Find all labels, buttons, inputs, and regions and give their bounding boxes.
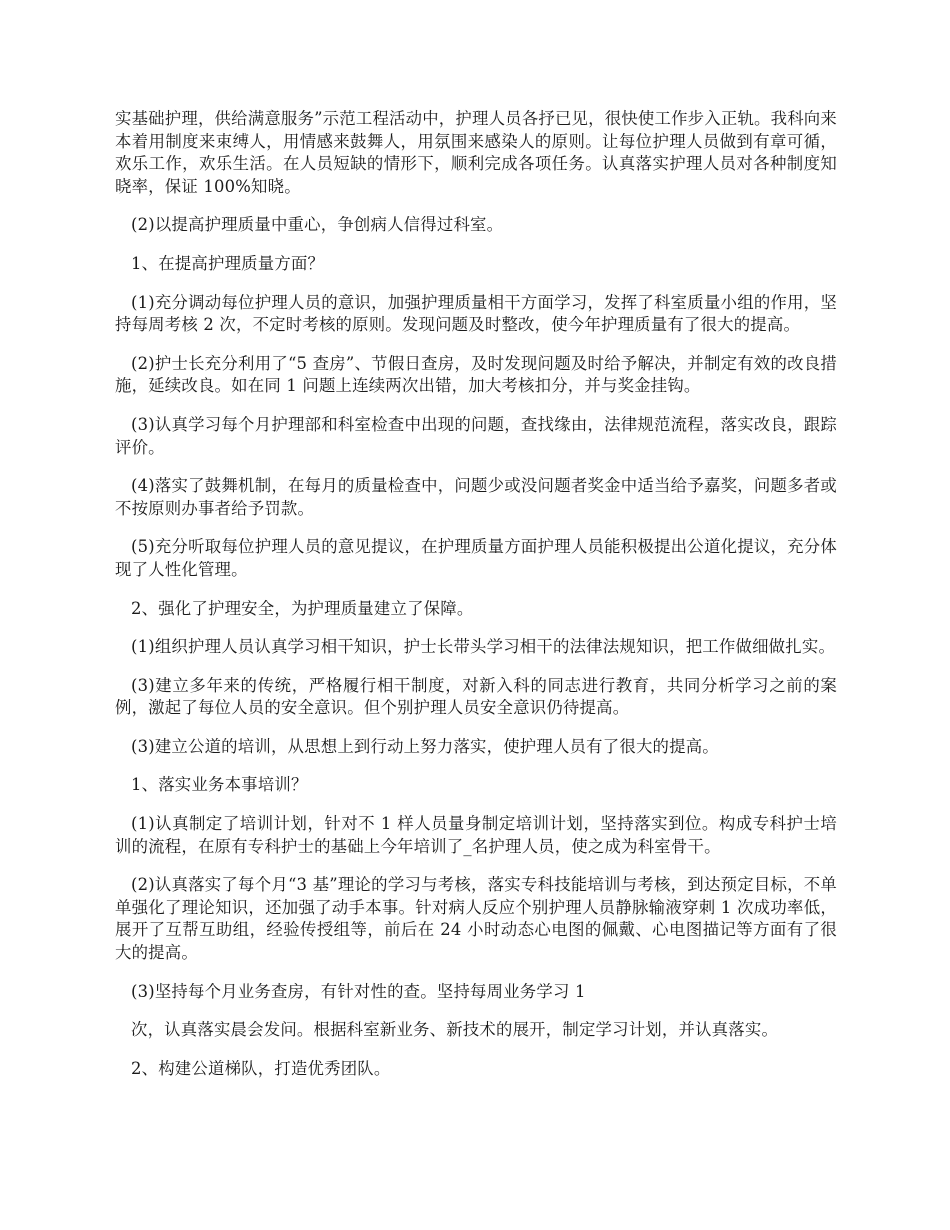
paragraph-6: (3)认真学习每个月护理部和科室检查中出现的问题，查找缘由，法律规范流程，落实改良，跟踪评价。 [115,414,837,457]
paragraph-8: (5)充分听取每位护理人员的意见提议，在护理质量方面护理人员能积极提出公道化提议，充分体现了人性化管理。 [115,537,837,579]
paragraph-5: (2)护士长充分利用了“5 查房”、节假日查房，及时发现问题及时给予解决，并制定有效的改良措施，延续改良。如在同 1 问题上连续两次出错，加大考核扣分，并与奖金挂钩。 [115,353,837,396]
paragraph-15: (2)认真落实了每个月“3 基”理论的学习与考核，落实专科技能培训与考核，到达预定目标，不单单强化了理论知识，还加强了动手本事。针对病人反应个别护理人员静脉输液穿刺 1 次成功率低，展开了互帮互助组，经验传授组等，前后在 24 小时动态心电图的佩戴、心电图描记等方面有了很大的提高。 [115,875,837,963]
paragraph-14: (1)认真制定了培训计划，针对不 1 样人员量身制定培训计划，坚持落实到位。构成专科护士培训的流程，在原有专科护士的基础上今年培训了_名护理人员，使之成为科室骨干。 [115,814,837,856]
paragraph-11: (3)建立多年来的传统，严格履行相干制度，对新入科的同志进行教育，共同分析学习之前的案例，激起了每位人员的安全意识。但个别护理人员安全意识仍待提高。 [115,675,837,718]
paragraph-16: (3)坚持每个月业务查房，有针对性的查。坚持每周业务学习 1 [131,981,586,1001]
section-heading-4: 2、构建公道梯队，打造优秀团队。 [131,1058,391,1078]
paragraph-10: (1)组织护理人员认真学习相干知识，护士长带头学习相干的法律法规知识，把工作做细做扎实。 [131,637,836,657]
paragraph-2: (2)以提高护理质量中重心，争创病人信得过科室。 [131,215,504,235]
document-page [115,108,837,1096]
section-heading-3: 1、落实业务本事培训？ [131,775,308,795]
paragraph-4: (1)充分调动每位护理人员的意识，加强护理质量相干方面学习，发挥了科室质量小组的作用，坚持每周考核 2 次，不定时考核的原则。发现问题及时整改，使今年护理质量有了很大的提高。 [115,292,837,335]
paragraph-1: 实基础护理，供给满意服务”示范工程活动中，护理人员各抒已见，很快使工作步入正轨。我科向来本着用制度来束缚人，用情感来鼓舞人，用氛围来感染人的原则。让每位护理人员做到有章可循，欢乐工作，欢乐生活。在人员短缺的情形下，顺利完成各项任务。认真落实护理人员对各种制度知晓率，保证 100%知晓。 [115,109,837,196]
paragraph-17: 次，认真落实晨会发问。根据科室新业务、新技术的展开，制定学习计划，并认真落实。 [131,1020,779,1040]
section-heading-1: 1、在提高护理质量方面？ [131,253,325,273]
paragraph-7: (4)落实了鼓舞机制，在每月的质量检查中，问题少或没问题者奖金中适当给予嘉奖，问题多者或不按原则办事者给予罚款。 [115,476,837,518]
section-heading-2: 2、强化了护理安全，为护理质量建立了保障。 [131,598,474,618]
paragraph-12: (3)建立公道的培训，从思想上到行动上努力落实，使护理人员有了很大的提高。 [131,736,719,756]
